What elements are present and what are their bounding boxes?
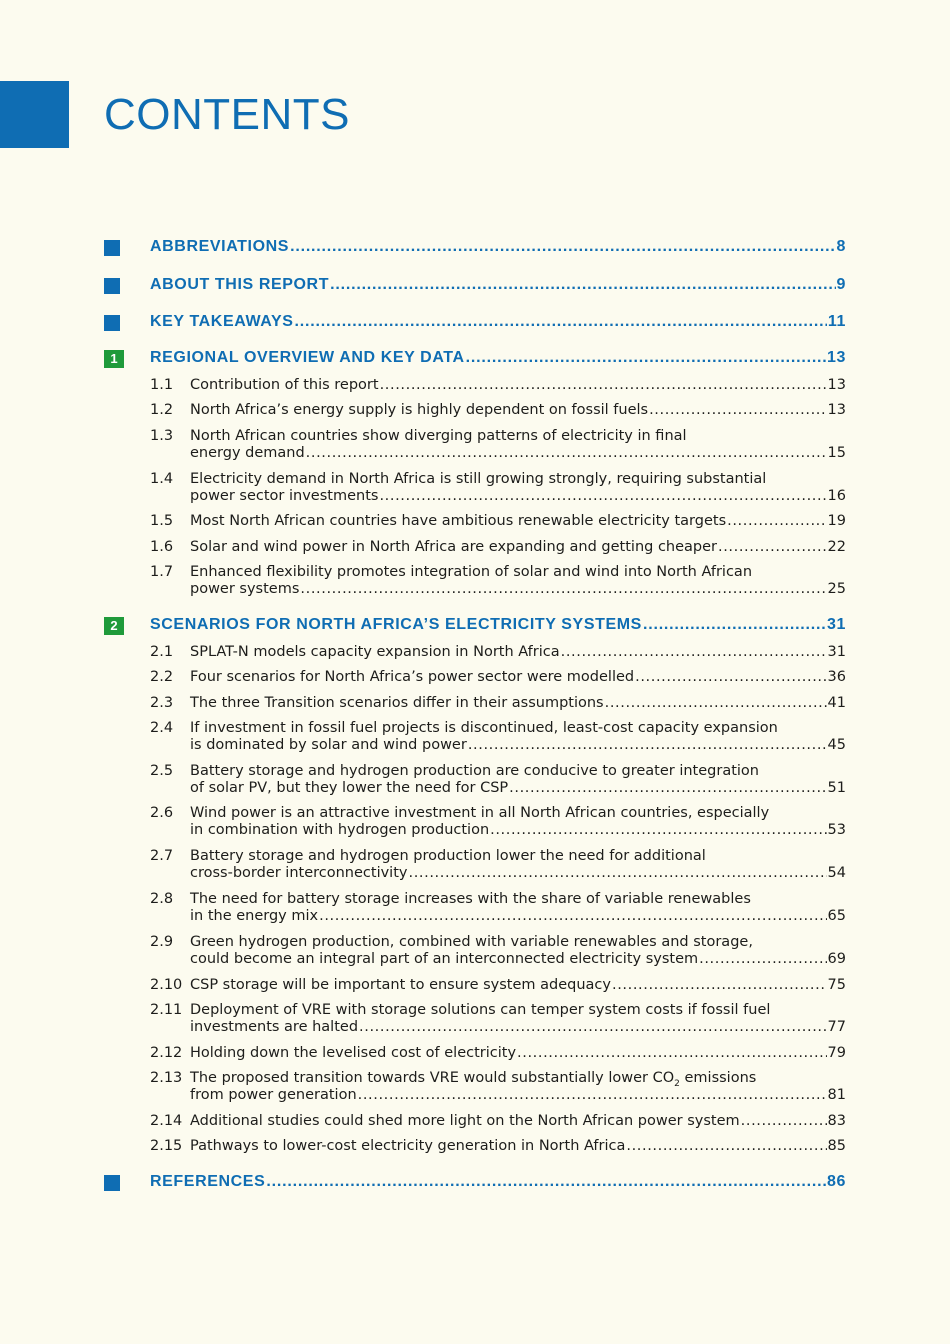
section-title-line <box>190 1087 846 1104</box>
section-title-text: power systems <box>190 581 300 597</box>
section-title-line <box>190 1070 846 1087</box>
section-title-text: Battery storage and hydrogen production are conducive to greater integration <box>190 763 759 779</box>
section-title-text: SPLAT-N models capacity expansion in North Africa <box>190 644 560 660</box>
section-number: 1.7 <box>150 564 174 580</box>
section-number: 1.5 <box>150 513 174 529</box>
section-title <box>190 471 846 505</box>
section-title-line <box>190 377 846 394</box>
section-title-text: The proposed transition towards VRE would substantially lower CO <box>190 1070 675 1086</box>
toc-heading-line <box>150 348 846 368</box>
page-number: 86 <box>827 1173 846 1190</box>
section-title-text: Wind power is an attractive investment in all North African countries, especially <box>190 805 770 821</box>
section-title-text: Holding down the levelised cost of electricity <box>190 1045 517 1061</box>
section-title-text: from power generation <box>190 1087 357 1103</box>
dot-leader <box>380 377 827 394</box>
section-title-text: Most North African countries have ambitious renewable electricity targets <box>190 513 727 529</box>
dot-leader <box>517 1045 827 1062</box>
section-title-line <box>190 1138 846 1155</box>
section-title <box>190 891 846 925</box>
dot-leader <box>290 237 835 257</box>
section-title-line <box>190 402 846 419</box>
section-title <box>190 1070 846 1104</box>
page-number: 75 <box>827 977 846 993</box>
dot-leader <box>468 737 827 754</box>
page-number: 13 <box>827 402 846 418</box>
dot-leader <box>727 513 826 530</box>
dot-leader <box>643 615 826 635</box>
toc-heading-line <box>150 275 846 295</box>
section-title <box>190 763 846 797</box>
section-title-line <box>190 581 846 598</box>
section-title-line <box>190 1019 846 1036</box>
dot-leader <box>612 977 827 994</box>
section-title <box>190 564 846 598</box>
section-title-text: Electricity demand in North Africa is still growing strongly, requiring substantial <box>190 471 767 487</box>
bullet-square <box>104 278 120 294</box>
section-title <box>190 402 846 419</box>
section-title-text: Additional studies could shed more light on the North African power system <box>190 1113 740 1129</box>
page-number: 65 <box>827 908 846 924</box>
section-title <box>190 848 846 882</box>
page-number: 16 <box>827 488 846 504</box>
heading-label: SCENARIOS FOR NORTH AFRICA’S ELECTRICITY SYSTEMS <box>150 616 642 633</box>
section-title-line <box>190 848 846 865</box>
bullet-square <box>104 315 120 331</box>
page-number: 81 <box>827 1087 846 1103</box>
bullet-square <box>104 240 120 256</box>
section-title-text: Solar and wind power in North Africa are expanding and getting cheaper <box>190 539 718 555</box>
page-number: 15 <box>827 445 846 461</box>
section-number: 2.9 <box>150 934 174 950</box>
page-title: CONTENTS <box>104 90 350 139</box>
section-number: 2.15 <box>150 1138 183 1154</box>
heading-label: REGIONAL OVERVIEW AND KEY DATA <box>150 349 465 366</box>
section-number: 2.11 <box>150 1002 183 1018</box>
section-title-line <box>190 564 846 581</box>
section-title <box>190 1113 846 1130</box>
dot-leader <box>718 539 827 556</box>
dot-leader <box>741 1113 827 1130</box>
section-title <box>190 428 846 462</box>
page-number: 51 <box>827 780 846 796</box>
section-title-text: North African countries show diverging patterns of electricity in final <box>190 428 687 444</box>
section-title-line <box>190 1113 846 1130</box>
section-title <box>190 934 846 968</box>
section-title <box>190 1045 846 1062</box>
dot-leader <box>379 488 826 505</box>
section-number: 2.8 <box>150 891 174 907</box>
page-number: 13 <box>827 377 846 393</box>
section-title-text: Green hydrogen production, combined with variable renewables and storage, <box>190 934 753 950</box>
section-title <box>190 539 846 556</box>
section-title-text: energy demand <box>190 445 305 461</box>
section-title-text: power sector investments <box>190 488 379 504</box>
page-number: 9 <box>836 276 846 293</box>
section-number: 2.7 <box>150 848 174 864</box>
section-title <box>190 805 846 839</box>
section-title-text: investments are halted <box>190 1019 359 1035</box>
section-title-line <box>190 780 846 797</box>
page-number: 69 <box>827 951 846 967</box>
page-number: 85 <box>827 1138 846 1154</box>
section-number: 2.3 <box>150 695 174 711</box>
section-title-line <box>190 805 846 822</box>
toc-heading-line <box>150 312 846 332</box>
page-number: 31 <box>827 616 846 633</box>
dot-leader <box>358 1087 827 1104</box>
dot-leader <box>319 908 826 925</box>
section-title-line <box>190 539 846 556</box>
section-title <box>190 695 846 712</box>
section-title-text: Battery storage and hydrogen production lower the need for additional <box>190 848 706 864</box>
section-number: 2.1 <box>150 644 174 660</box>
section-title-line <box>190 822 846 839</box>
section-title-text: could become an integral part of an interconnected electricity system <box>190 951 699 967</box>
dot-leader <box>306 445 827 462</box>
page-number: 19 <box>827 513 846 529</box>
chapter-number-badge: 1 <box>104 350 124 368</box>
section-title-line <box>190 934 846 951</box>
section-title-line <box>190 737 846 754</box>
accent-block <box>0 81 69 148</box>
dot-leader <box>295 312 827 332</box>
dot-leader <box>605 695 827 712</box>
section-title <box>190 669 846 686</box>
section-title-text: in the energy mix <box>190 908 319 924</box>
section-title-line <box>190 644 846 661</box>
section-title <box>190 377 846 394</box>
section-title-text: Enhanced flexibility promotes integration of solar and wind into North African <box>190 564 753 580</box>
section-title-text: emissions <box>679 1070 757 1086</box>
section-number: 1.4 <box>150 471 174 487</box>
section-title <box>190 977 846 994</box>
toc-heading-line <box>150 1172 846 1192</box>
dot-leader <box>300 581 826 598</box>
section-title-text: The three Transition scenarios differ in their assumptions <box>190 695 604 711</box>
dot-leader <box>408 865 826 882</box>
page-number: 54 <box>827 865 846 881</box>
section-title-text: cross-border interconnectivity <box>190 865 408 881</box>
section-title-text: Pathways to lower-cost electricity generation in North Africa <box>190 1138 626 1154</box>
heading-label: ABOUT THIS REPORT <box>150 276 330 293</box>
page-number: 77 <box>827 1019 846 1035</box>
section-title-text: If investment in fossil fuel projects is discontinued, least-cost capacity expansion <box>190 720 778 736</box>
bullet-square <box>104 1175 120 1191</box>
section-title-line <box>190 891 846 908</box>
section-title <box>190 1138 846 1155</box>
heading-label: ABBREVIATIONS <box>150 238 290 255</box>
section-title-line <box>190 471 846 488</box>
dot-leader <box>699 951 826 968</box>
section-title <box>190 513 846 530</box>
page-number: 79 <box>827 1045 846 1061</box>
section-number: 1.1 <box>150 377 174 393</box>
dot-leader <box>561 644 827 661</box>
section-title <box>190 644 846 661</box>
page-number: 53 <box>827 822 846 838</box>
section-number: 1.6 <box>150 539 174 555</box>
chapter-number-badge: 2 <box>104 617 124 635</box>
section-title-line <box>190 1045 846 1062</box>
section-title <box>190 1002 846 1036</box>
section-title-text: Four scenarios for North Africa’s power sector were modelled <box>190 669 635 685</box>
page-number: 36 <box>827 669 846 685</box>
page-number: 13 <box>827 349 846 366</box>
page-number: 22 <box>827 539 846 555</box>
dot-leader <box>509 780 826 797</box>
dot-leader <box>635 669 826 686</box>
dot-leader <box>626 1138 826 1155</box>
section-number: 2.4 <box>150 720 174 736</box>
toc-heading-line <box>150 615 846 635</box>
section-title-line <box>190 763 846 780</box>
section-title-text: North Africa’s energy supply is highly dependent on fossil fuels <box>190 402 649 418</box>
section-title-line <box>190 488 846 505</box>
section-title-line <box>190 513 846 530</box>
section-title-line <box>190 669 846 686</box>
section-title <box>190 720 846 754</box>
section-number: 2.14 <box>150 1113 183 1129</box>
section-number: 2.6 <box>150 805 174 821</box>
dot-leader <box>266 1172 826 1192</box>
section-title-text: in combination with hydrogen production <box>190 822 490 838</box>
section-number: 2.5 <box>150 763 174 779</box>
section-title-line <box>190 1002 846 1019</box>
subscript: 2 <box>674 1078 680 1089</box>
dot-leader <box>649 402 826 419</box>
dot-leader <box>330 275 835 295</box>
section-title-text: The need for battery storage increases with the share of variable renewables <box>190 891 751 907</box>
page-number: 41 <box>827 695 846 711</box>
section-number: 2.12 <box>150 1045 183 1061</box>
heading-label: REFERENCES <box>150 1173 266 1190</box>
section-number: 2.13 <box>150 1070 183 1086</box>
section-number: 1.3 <box>150 428 174 444</box>
page-number: 25 <box>827 581 846 597</box>
toc-heading-line <box>150 237 846 257</box>
section-title-text: Deployment of VRE with storage solutions can temper system costs if fossil fuel <box>190 1002 771 1018</box>
section-title-line <box>190 951 846 968</box>
section-title-line <box>190 720 846 737</box>
page-number: 11 <box>827 313 846 330</box>
section-title-line <box>190 445 846 462</box>
section-title-line <box>190 908 846 925</box>
section-title-line <box>190 428 846 445</box>
section-title-text: is dominated by solar and wind power <box>190 737 467 753</box>
section-title-text: CSP storage will be important to ensure system adequacy <box>190 977 611 993</box>
page-number: 8 <box>836 238 846 255</box>
heading-label: KEY TAKEAWAYS <box>150 313 294 330</box>
section-number: 2.10 <box>150 977 183 993</box>
dot-leader <box>466 348 826 368</box>
dot-leader <box>359 1019 827 1036</box>
section-title-line <box>190 865 846 882</box>
page-number: 31 <box>827 644 846 660</box>
section-title-line <box>190 977 846 994</box>
section-title-line <box>190 695 846 712</box>
page-number: 45 <box>827 737 846 753</box>
page-number: 83 <box>827 1113 846 1129</box>
dot-leader <box>490 822 826 839</box>
section-title-text: of solar PV, but they lower the need for CSP <box>190 780 509 796</box>
section-title-text: Contribution of this report <box>190 377 379 393</box>
section-number: 2.2 <box>150 669 174 685</box>
section-number: 1.2 <box>150 402 174 418</box>
